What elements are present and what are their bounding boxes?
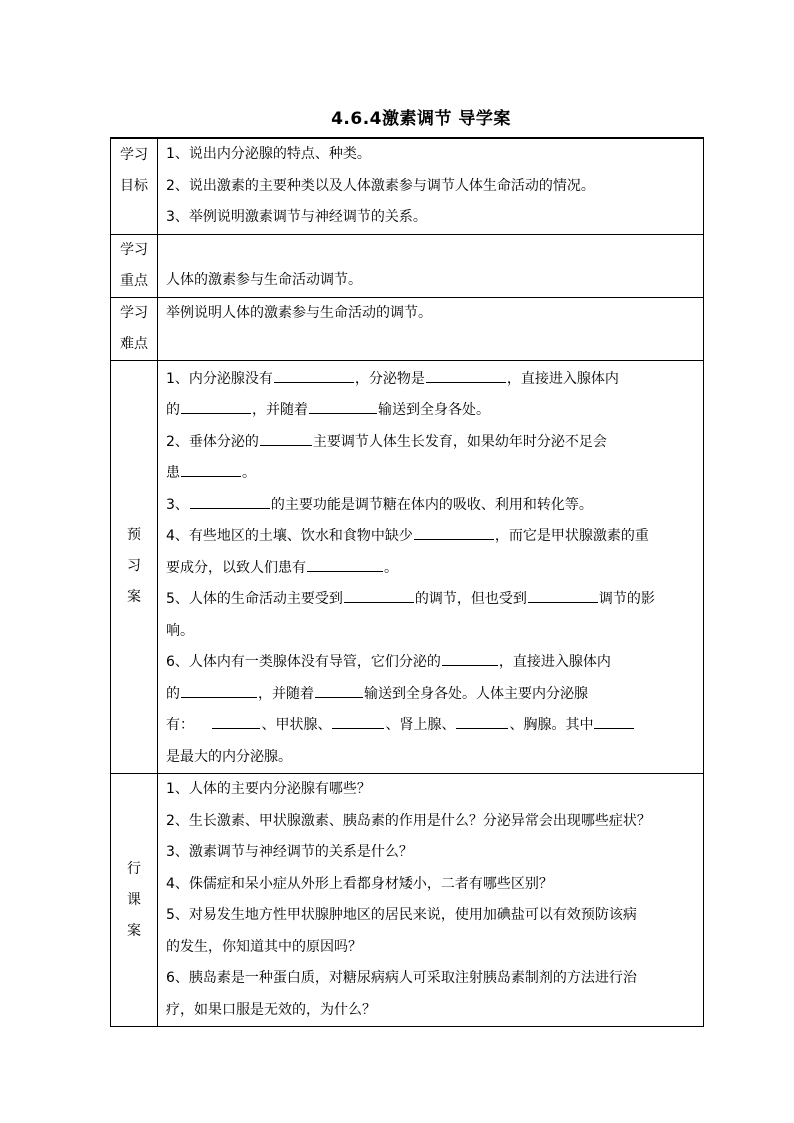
preview-text: ，并随着 (252, 402, 308, 418)
preview-label-char: 案 (127, 589, 141, 606)
preview-label-char: 习 (127, 558, 141, 575)
preview-label-char: 预 (127, 527, 141, 544)
preview-text: 的 (166, 685, 180, 702)
preview-text: 主要调节人体生长发育，如果幼年时分泌不足会 (312, 433, 607, 450)
goals-label (111, 138, 158, 234)
preview-text: 2、垂体分泌的 (166, 433, 259, 450)
answer-blank[interactable] (274, 368, 354, 383)
preview-q6-line2 (166, 679, 697, 711)
preview-text: 的主要功能是调节糖在体内的吸收、利用和转化等。 (270, 496, 593, 513)
preview-q4-line2 (166, 553, 697, 585)
goal-item: 1、说出内分泌腺的特点、种类。 (166, 146, 371, 162)
preview-text: 有： (166, 717, 194, 733)
preview-text: ，并随着 (258, 685, 314, 702)
class-item: 5、对易发生地方性甲状腺肿地区的居民来说，使用加碘盐可以有效预防该病 (166, 907, 637, 923)
row-key-point (111, 234, 704, 297)
answer-blank[interactable] (181, 462, 241, 477)
preview-text: 1、内分泌腺没有 (166, 370, 273, 387)
preview-q2-line2 (166, 458, 697, 490)
class-item: 4、侏儒症和呆小症从外形上看都身材矮小，二者有哪些区别？ (166, 875, 553, 892)
class-label-char: 案 (127, 922, 141, 939)
answer-blank[interactable] (594, 714, 634, 729)
row-goals (111, 138, 704, 234)
key-point-label-line: 学习 (120, 241, 148, 258)
preview-q3-line1 (166, 490, 697, 522)
preview-text: 5、人体的生命活动主要受到 (166, 591, 343, 607)
answer-blank[interactable] (190, 494, 270, 509)
answer-blank[interactable] (212, 714, 260, 729)
goals-content (158, 138, 704, 234)
class-item: 3、激素调节与神经调节的关系是什么？ (166, 844, 413, 860)
difficulty-label-line: 难点 (120, 335, 148, 352)
preview-text: 。 (242, 465, 256, 481)
preview-text: 要成分，以致人们患有 (166, 559, 306, 576)
class-content (158, 774, 704, 1027)
row-preview (111, 360, 704, 774)
preview-text: 、肾上腺、 (385, 717, 456, 733)
preview-text: 3、 (166, 496, 189, 513)
answer-blank[interactable] (307, 557, 383, 572)
preview-q6-line4 (166, 742, 697, 774)
class-item: 的发生，你知道其中的原因吗？ (166, 938, 362, 955)
answer-blank[interactable] (528, 588, 598, 603)
preview-text: 、胸腺。其中 (509, 717, 594, 733)
preview-text: 。 (384, 559, 398, 576)
difficulty-text: 举例说明人体的激素参与生命活动的调节。 (166, 304, 432, 321)
page-title: 4.6.4激素调节 导学案 (331, 109, 511, 129)
class-label-char: 课 (127, 891, 141, 908)
key-point-label-line: 重点 (120, 272, 148, 289)
answer-blank[interactable] (309, 399, 377, 414)
preview-label (111, 360, 158, 774)
difficulty-label (111, 297, 158, 360)
preview-text: 输送到全身各处。人体主要内分泌腺 (364, 685, 588, 702)
answer-blank[interactable] (414, 525, 494, 540)
preview-q1-line2 (166, 395, 697, 427)
answer-blank[interactable] (442, 651, 498, 666)
preview-content (158, 360, 704, 774)
preview-q6-line3 (166, 710, 697, 742)
preview-q1-line1 (166, 364, 697, 396)
class-label-char: 行 (127, 860, 141, 877)
key-point-label (111, 234, 158, 297)
goals-label-line: 学习 (120, 147, 148, 163)
answer-blank[interactable] (181, 399, 251, 414)
preview-text: ，而它是甲状腺激素的重 (494, 528, 649, 544)
preview-text: ，分泌物是 (354, 370, 425, 387)
preview-text: 、甲状腺、 (261, 717, 332, 733)
preview-q5-line2 (166, 616, 697, 648)
difficulty-label-line: 学习 (120, 304, 148, 321)
class-item: 疗，如果口服是无效的，为什么？ (166, 1001, 376, 1018)
preview-q4-line1 (166, 521, 697, 553)
key-point-content (158, 234, 704, 297)
answer-blank[interactable] (315, 683, 363, 698)
preview-q2-line1 (166, 427, 697, 459)
class-label (111, 774, 158, 1027)
answer-blank[interactable] (456, 714, 508, 729)
preview-q6-line1 (166, 647, 697, 679)
goal-item: 2、说出激素的主要种类以及人体激素参与调节人体生命活动的情况。 (166, 177, 595, 194)
answer-blank[interactable] (260, 431, 312, 446)
preview-text: 的 (166, 402, 180, 418)
preview-text: ，直接进入腺体内 (506, 370, 619, 387)
difficulty-content (158, 297, 704, 360)
row-difficulty (111, 297, 704, 360)
preview-text: 4、有些地区的土壤、饮水和食物中缺少 (166, 528, 413, 544)
preview-q5-line1 (166, 584, 697, 616)
goals-label-line: 目标 (120, 178, 148, 194)
preview-text: 的调节，但也受到 (414, 591, 527, 607)
preview-text: 6、人体内有一类腺体没有导管，它们分泌的 (166, 654, 441, 670)
preview-text: 响。 (166, 622, 194, 639)
answer-blank[interactable] (332, 714, 384, 729)
key-point-text: 人体的激素参与生命活动调节。 (166, 272, 362, 288)
class-item: 2、生长激素、甲状腺激素、胰岛素的作用是什么？分泌异常会出现哪些症状？ (166, 812, 651, 829)
preview-text: 调节的影 (598, 591, 655, 607)
worksheet-table (110, 137, 704, 1027)
class-item: 6、胰岛素是一种蛋白质，对糖尿病病人可采取注射胰岛素制剂的方法进行治 (166, 970, 637, 986)
preview-text: 是最大的内分泌腺。 (166, 748, 292, 765)
answer-blank[interactable] (426, 368, 506, 383)
preview-text: 患 (166, 465, 180, 481)
row-class (111, 774, 704, 1027)
class-item: 1、人体的主要内分泌腺有哪些？ (166, 781, 371, 797)
answer-blank[interactable] (181, 683, 257, 698)
preview-text: ，直接进入腺体内 (498, 654, 611, 670)
answer-blank[interactable] (344, 588, 414, 603)
goal-item: 3、举例说明激素调节与神经调节的关系。 (166, 209, 427, 225)
preview-text: 输送到全身各处。 (378, 402, 490, 418)
